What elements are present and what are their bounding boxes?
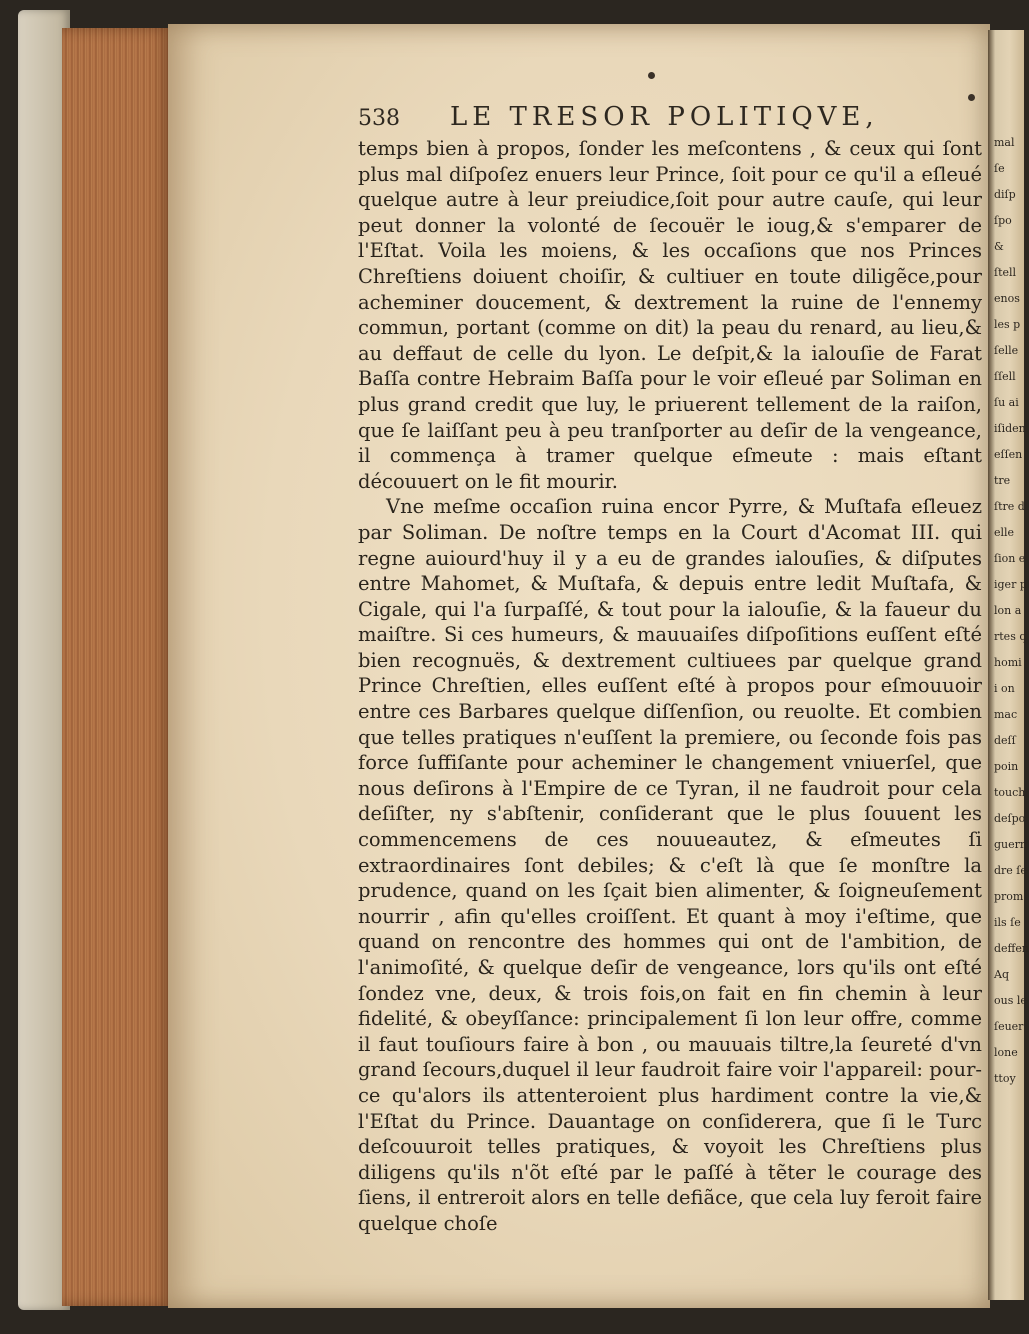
facing-page-fragments <box>994 130 1029 1092</box>
facing-page-fragment: homi <box>994 656 1022 669</box>
ink-spot <box>968 94 975 101</box>
paragraph: temps bien à propos, ſonder les meſcontens , & ceux qui ſont plus mal diſpoſez enuers leur Prince, ſoit pour ce qu'il a eſleué quelque autre à leur preiudice,ſoit pour autre cauſe, qui leur peut donner la volonté de ſecouër le ioug,& s'emparer de l'Eſtat. Voila les moiens, & les occaſions que nos Princes Chreſtiens doiuent choiſir, & cultiuer en toute diligẽce,pour acheminer doucement, & dextrement la ruine de l'ennemy commun, portant (comme on dit) la peau du renard, au lieu,& au deffaut de celle du lyon. Le deſpit,& la ialouſie de Farat Baſſa contre Hebraim Baſſa pour le voir eſleué par Soliman en plus grand credit que luy, le priuerent tellement de la raiſon, que ſe laiſſant peu à peu tranſporter au deſir de la vengeance, il commença à tramer quelque eſmeute : mais eſtant découuert on le fit mourir. <box>358 137 982 493</box>
running-title: LE TRESOR POLITIQVE, <box>450 102 879 132</box>
facing-page-fragment: elle <box>994 526 1015 539</box>
facing-page-fragment: ſpo <box>994 214 1012 227</box>
facing-page-fragment: deffen <box>994 942 1029 955</box>
facing-page-fragment: guerr <box>994 838 1026 851</box>
facing-page-fragment: ſeuer <box>994 1020 1024 1033</box>
facing-page-fragment: ttoy <box>994 1072 1016 1085</box>
facing-page-fragment: Aq <box>994 968 1009 981</box>
facing-page-fragment: rtes q <box>994 630 1027 643</box>
facing-page-fragment: lone <box>994 1046 1018 1059</box>
facing-page-fragment: eſſen <box>994 448 1023 461</box>
facing-page-fragment: enos <box>994 292 1020 305</box>
facing-page-fragment: dre ſe <box>994 864 1027 877</box>
facing-page-fragment: poin <box>994 760 1019 773</box>
facing-page-fragment: touch <box>994 786 1026 799</box>
body-text <box>358 136 982 1237</box>
facing-page-fragment: ſſell <box>994 370 1016 383</box>
facing-page-fragment: ſelle <box>994 344 1019 357</box>
facing-page-fragment: ſe <box>994 162 1005 175</box>
facing-page-fragment: ils ſe <box>994 916 1021 929</box>
facing-page-fragment: mal <box>994 136 1015 149</box>
facing-page-fragment: iſiden <box>994 422 1026 435</box>
facing-page-fragment: deſpo <box>994 812 1026 825</box>
facing-page-fragment: & <box>994 240 1004 253</box>
facing-page-fragment: les p <box>994 318 1021 331</box>
facing-page-fragment: ſtre d <box>994 500 1025 513</box>
facing-page-fragment: diſp <box>994 188 1016 201</box>
facing-page-fragment: prom <box>994 890 1024 903</box>
facing-page-fragment: ous le <box>994 994 1027 1007</box>
facing-page-fragment: tre <box>994 474 1011 487</box>
ink-spot <box>648 72 655 79</box>
page-number: 538 <box>358 106 400 131</box>
facing-page-fragment: mac <box>994 708 1018 721</box>
facing-page-fragment: iger p <box>994 578 1027 591</box>
facing-page-fragment: ſtell <box>994 266 1017 279</box>
paragraph: Vne meſme occaſion ruina encor Pyrre, & Muſtafa eſleuez par Soliman. De noſtre temps en la Court d'Acomat III. qui regne auiourd'huy il y a eu de grandes ialouſies, & diſputes entre Mahomet, & Muſtafa, & depuis entre ledit Muſtafa, & Cigale, qui l'a ſurpaſſé, & tout pour la ialouſie, & la faueur du maiſtre. Si ces humeurs, & mauuaiſes diſpoſitions euſſent eſté bien recognuës, & dextrement cultiuees par quelque grand Prince Chreſtien, elles euſſent eſté à propos pour eſmouuoir entre ces Barbares quelque diſſenſion, ou reuolte. Et combien que telles pratiques n'euſſent la premiere, ou ſeconde fois pas force ſuffiſante pour acheminer le changement vniuerſel, que nous deſirons à l'Empire de ce Tyran, il ne faudroit pour cela deſiſter, ny s'abſtenir, conſiderant que le plus ſouuent les commencemens de ces nouueautez, & eſmeutes ſi extraordinaires ſont debiles; & c'eſt là que ſe monſtre la prudence, quand on les ſçait bien alimenter, & ſoigneuſement nourrir , afin qu'elles croiſſent. Et quant à moy i'eſtime, que quand on rencontre des hommes qui ont de l'ambition, de l'animoſité, & quelque deſir de vengeance, lors qu'ils ont eſté ſondez vne, deux, & trois fois,on fait en fin chemin à leur fidelité, & obeyſſance: principalement ſi lon leur offre, comme il faut touſiours faire à bon , ou mauuais tiltre,la ſeureté d'vn grand ſecours,duquel il leur faudroit faire voir l'appareil: pour-ce qu'alors ils attenteroient plus hardiment contre la vie,& l'Eſtat du Prince. Dauantage on conſiderera, que ſi le Turc deſcouuroit telles pratiques, & voyoit les Chreſtiens plus diligens qu'ils n'õt eſté par le paſſé à tẽter le courage des ſiens, il entreroit alors en telle defiãce, que cela luy feroit faire quelque choſe <box>358 495 982 1235</box>
facing-page-fragment: lon a <box>994 604 1022 617</box>
facing-page-fragment: ſu ai <box>994 396 1019 409</box>
facing-page-fragment: ſion e <box>994 552 1026 565</box>
facing-page-fragment: deſſ <box>994 734 1016 747</box>
page-header <box>358 102 958 136</box>
facing-page-fragment: i on <box>994 682 1015 695</box>
page-edges <box>62 28 172 1306</box>
